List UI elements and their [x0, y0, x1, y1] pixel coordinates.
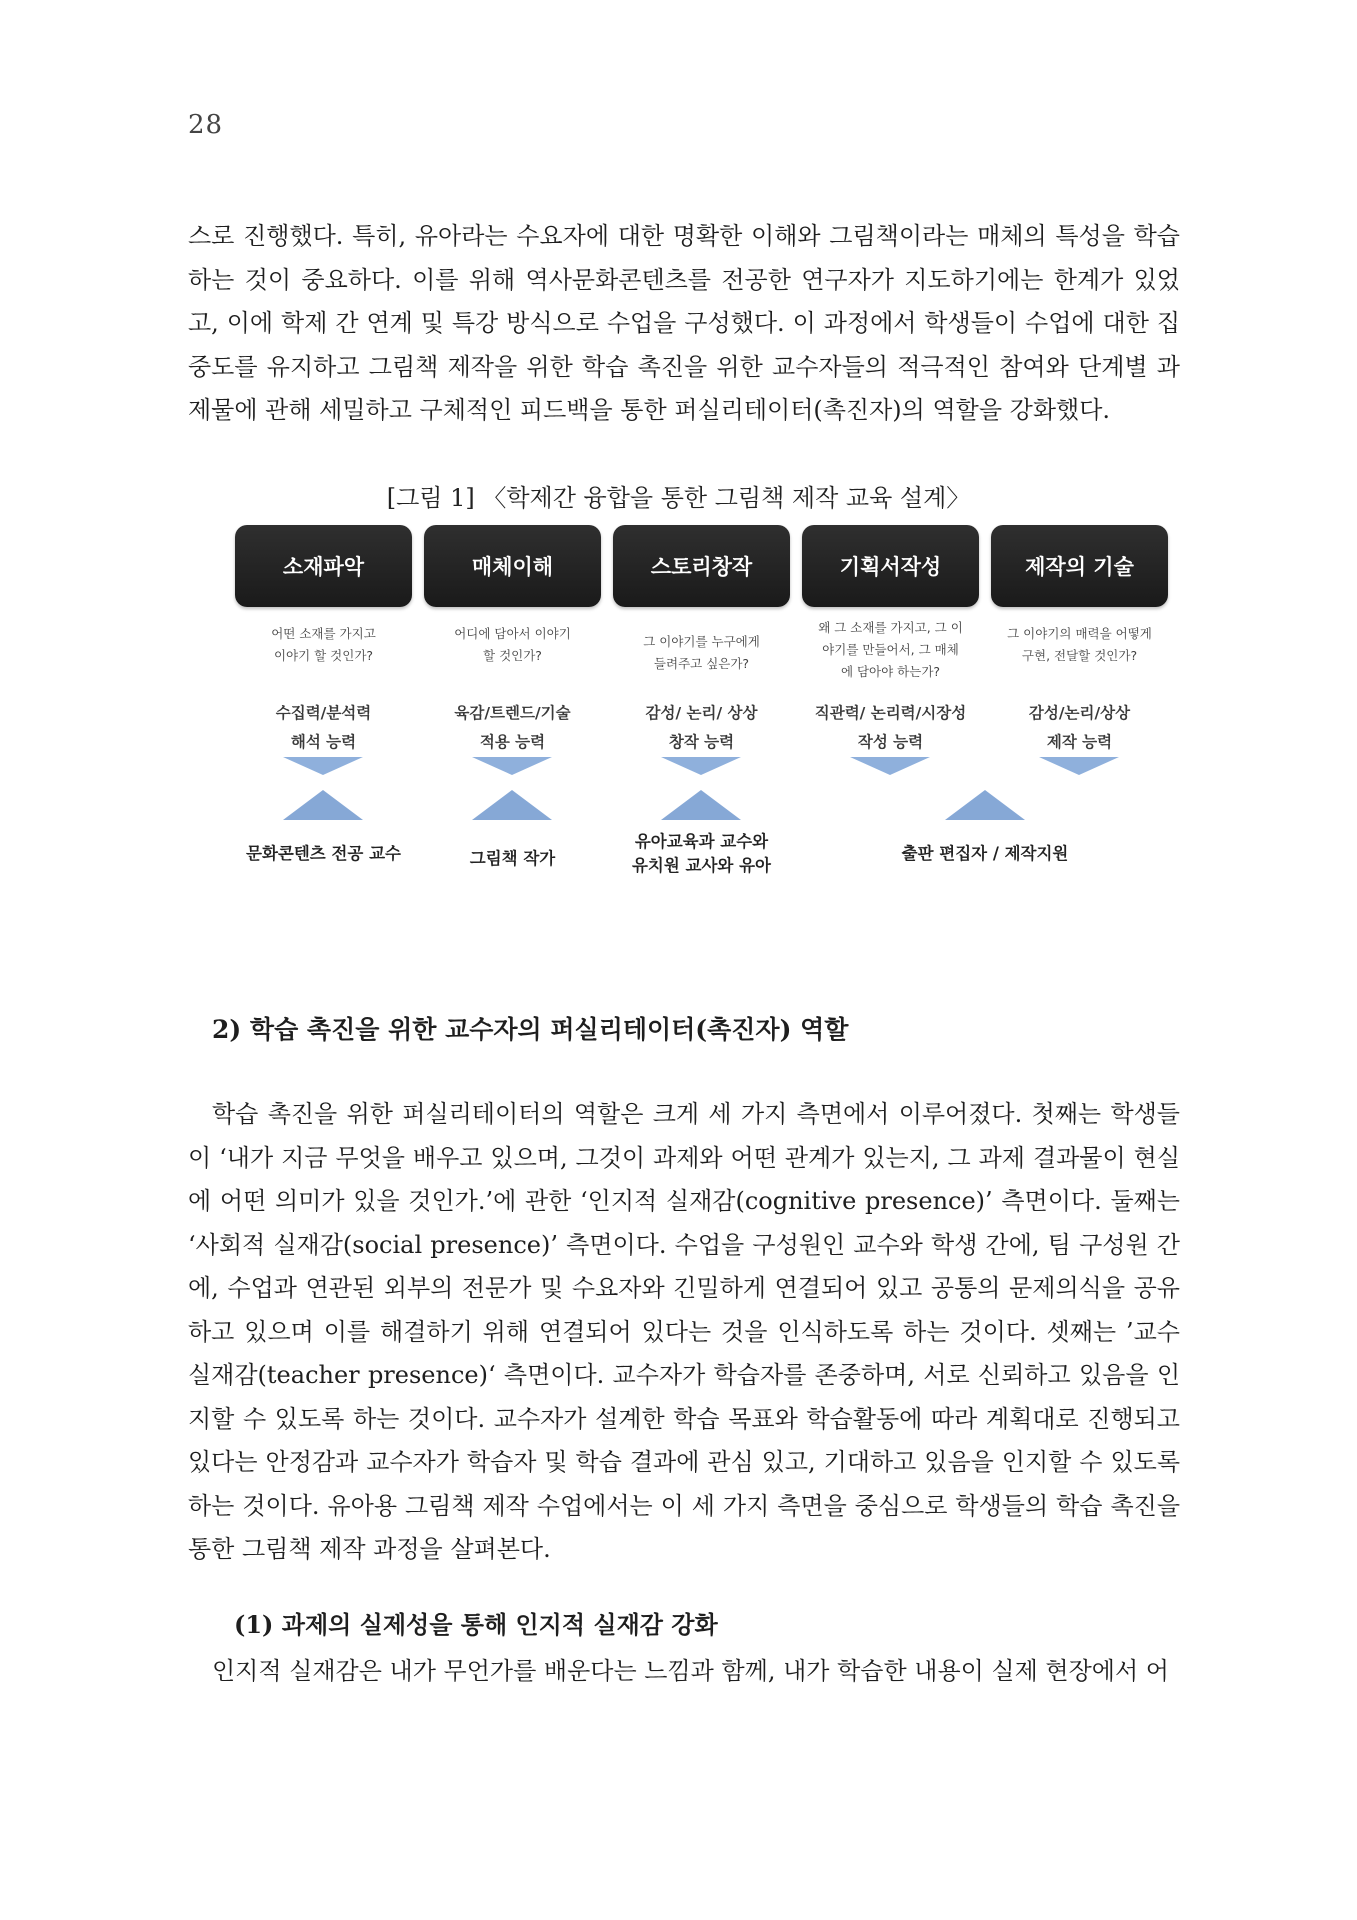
- section-heading: 2) 학습 촉진을 위한 교수자의 퍼실리테이터(촉진자) 역할: [212, 1015, 849, 1044]
- stage-box-1: 소재파악: [235, 525, 412, 607]
- contributor-2: 그림책 작가: [469, 849, 556, 868]
- arrow-down-icon: [661, 757, 741, 775]
- stage-question-3: 그 이야기를 누구에게 들려주고 싶은가?: [643, 634, 760, 671]
- stage-box-3: 스토리창작: [613, 525, 790, 607]
- figure-caption: [그림 1] 〈학제간 융합을 통한 그림책 제작 교육 설계〉: [386, 484, 971, 512]
- stage-box-5: 제작의 기술: [991, 525, 1168, 607]
- subsection-heading: (1) 과제의 실제성을 통해 인지적 실재감 강화: [234, 1610, 718, 1639]
- arrow-down-icon: [850, 757, 930, 775]
- stage-question-1: 어떤 소재를 가지고 이야기 할 것인가?: [271, 626, 376, 663]
- page-number: 28: [188, 110, 224, 140]
- arrow-down-icon: [283, 757, 363, 775]
- stage-skill-5: 감성/논리/상상 제작 능력: [1028, 704, 1131, 751]
- arrow-up-icon: [283, 790, 363, 820]
- contributor-3: 유아교육과 교수와 유치원 교사와 유아: [631, 832, 771, 875]
- contributor-1: 문화콘텐츠 전공 교수: [246, 844, 401, 863]
- arrow-up-icon: [472, 790, 552, 820]
- stage-question-4: 왜 그 소재를 가지고, 그 이 야기를 만들어서, 그 매체 에 담아야 하는가?: [818, 620, 963, 679]
- subsection-paragraph: 인지적 실재감은 내가 무언가를 배운다는 느낌과 함께, 내가 학습한 내용이 실제 현장에서 어: [212, 1657, 1169, 1685]
- arrow-down-icon: [1039, 757, 1119, 775]
- arrow-down-icon: [472, 757, 552, 775]
- stage-question-5: 그 이야기의 매력을 어떻게 구현, 전달할 것인가?: [1007, 626, 1152, 663]
- arrow-up-icon: [661, 790, 741, 820]
- figure-education-design: [235, 525, 1170, 895]
- contributor-4: 출판 편집자 / 제작지원: [901, 844, 1069, 863]
- arrow-up-icon: [945, 790, 1025, 820]
- stage-skill-4: 직관력/ 논리력/시장성 작성 능력: [814, 704, 967, 751]
- stage-box-2: 매체이해: [424, 525, 601, 607]
- stage-skill-3: 감성/ 논리/ 상상 창작 능력: [645, 704, 758, 751]
- stage-question-2: 어디에 담아서 이야기 할 것인가?: [454, 626, 571, 663]
- intro-paragraph: 스로 진행했다. 특히, 유아라는 수요자에 대한 명확한 이해와 그림책이라는 매체의 특성을 학습하는 것이 중요하다. 이를 위해 역사문화콘텐츠를 전공한 연구자가 지도하기에는 한계가 있었고, 이에 학제 간 연계 및 특강 방식으로 수업을 구성했다. 이 과정에서 학생들이 수업에 대한 집중도를 유지하고 그림책 제작을 위한 학습 촉진을 위한 교수자들의 적극적인 참여와 단계별 과제물에 관해 세밀하고 구체적인 피드백을 통한 퍼실리테이터(촉진자)의 역할을 강화했다.: [188, 222, 1180, 424]
- stage-skill-1: 수집력/분석력 해석 능력: [275, 704, 372, 751]
- stage-box-4: 기획서작성: [802, 525, 979, 607]
- section-paragraph: 학습 촉진을 위한 퍼실리테이터의 역할은 크게 세 가지 측면에서 이루어졌다. 첫째는 학생들이 ‘내가 지금 무엇을 배우고 있으며, 그것이 과제와 어떤 관계가 있는지, 그 과제 결과물이 현실에 어떤 의미가 있을 것인가.’에 관한 ‘인지적 실재감(cognitive presence)’ 측면이다. 둘째는 ‘사회적 실재감(social presence)’ 측면이다. 수업을 구성원인 교수와 학생 간에, 팀 구성원 간에, 수업과 연관된 외부의 전문가 및 수요자와 긴밀하게 연결되어 있고 공통의 문제의식을 공유하고 있으며 이를 해결하기 위해 연결되어 있다는 것을 인식하도록 하는 것이다. 셋째는 ’교수 실재감(teacher presence)‘ 측면이다. 교수자가 학습자를 존중하며, 서로 신뢰하고 있음을 인지할 수 있도록 하는 것이다. 교수자가 설계한 학습 목표와 학습활동에 따라 계획대로 진행되고 있다는 안정감과 교수자가 학습자 및 학습 결과에 관심 있고, 기대하고 있음을 인지할 수 있도록 하는 것이다. 유아용 그림책 제작 수업에서는 이 세 가지 측면을 중심으로 학생들의 학습 촉진을 통한 그림책 제작 과정을 살펴본다.: [188, 1100, 1180, 1563]
- stage-skill-2: 육감/트렌드/기술 적용 능력: [454, 704, 571, 751]
